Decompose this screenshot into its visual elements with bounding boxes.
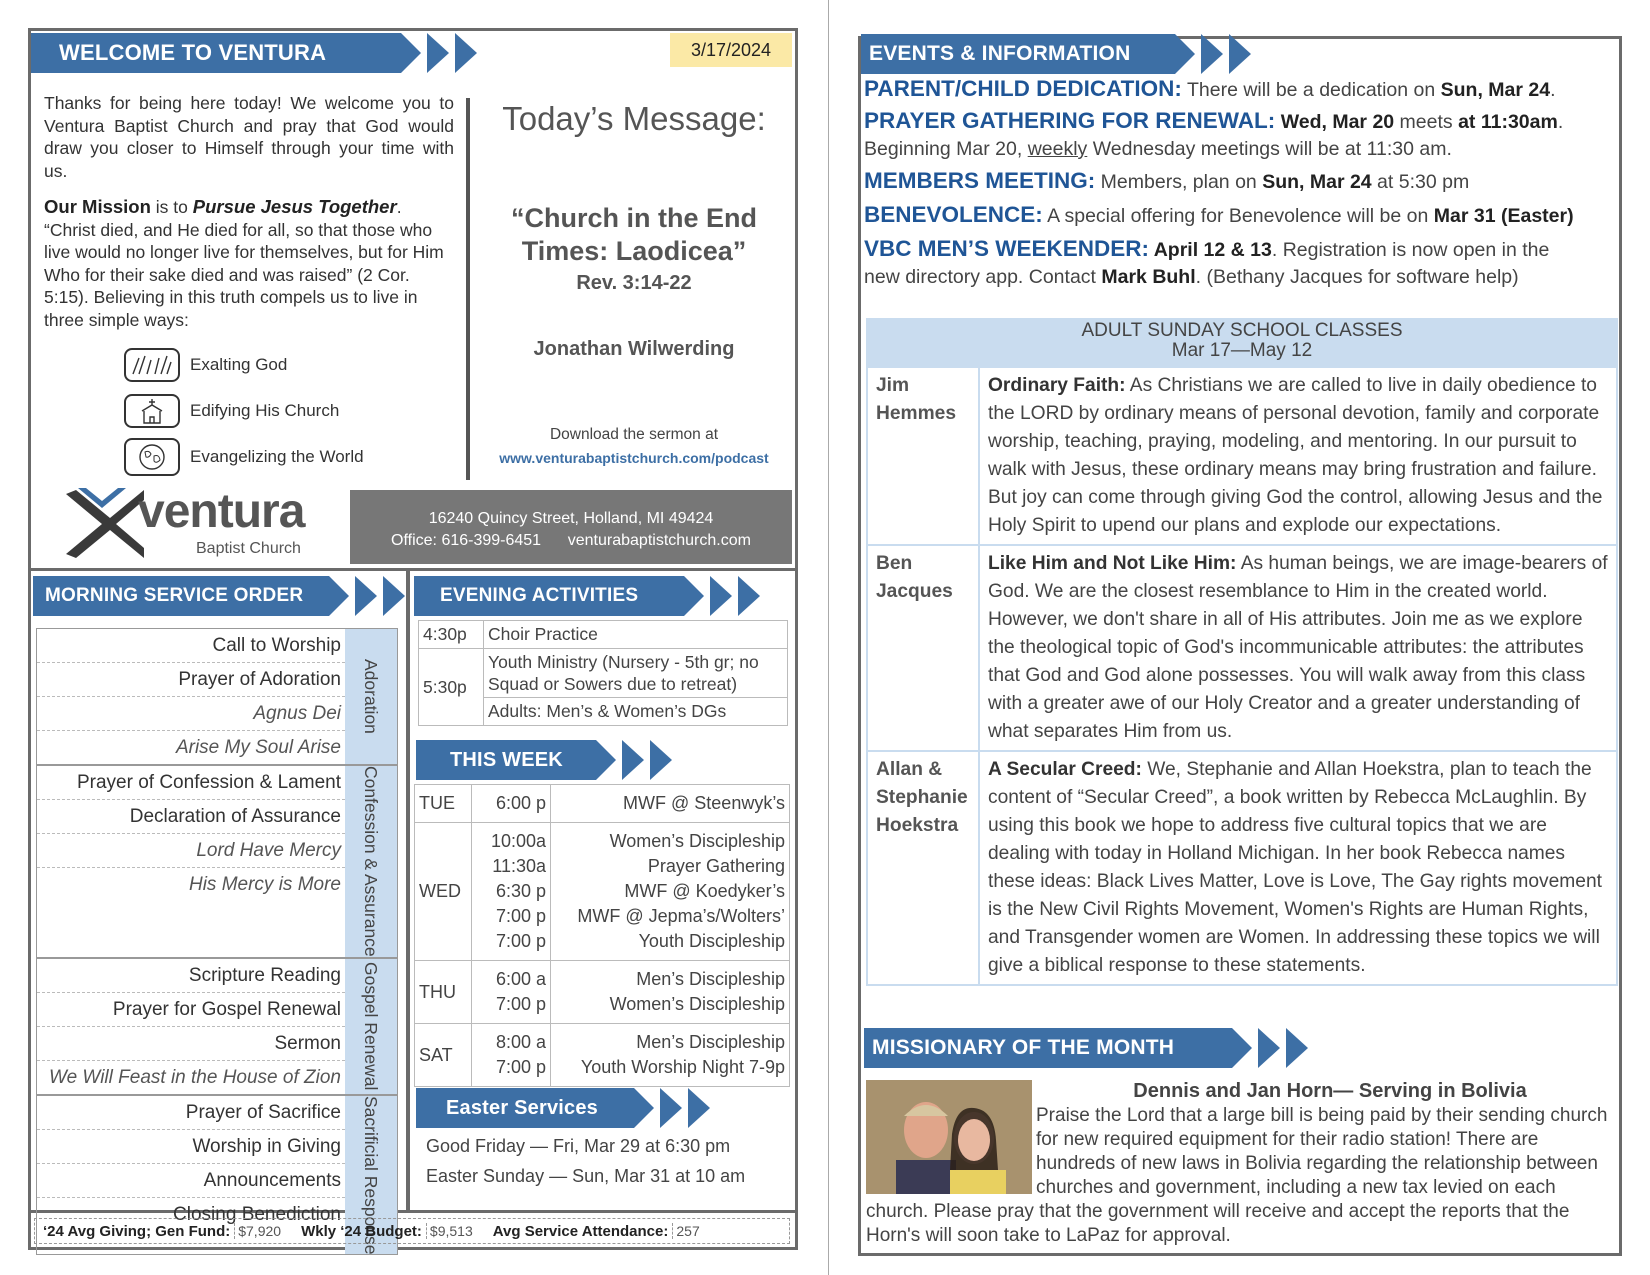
class-row (867, 751, 1617, 985)
events-banner (861, 34, 1251, 74)
service-item: Closing Benediction (173, 1203, 341, 1225)
missionary-title-banner: MISSIONARY OF THE MONTH (864, 1028, 1232, 1068)
event-text: Wednesday meetings will be at 11:30 am. (1087, 138, 1452, 160)
week-time: 6:00 p (495, 793, 546, 813)
event-text: weekly (1027, 138, 1088, 160)
message-title: “Church in the End Times: Laodicea” (511, 203, 757, 266)
service-item: Prayer of Adoration (37, 663, 345, 697)
event-line (864, 108, 1563, 134)
service-item: His Mercy is More (188, 874, 341, 895)
left-bottom-vertical-divider (406, 571, 410, 1211)
this-week-title: THIS WEEK (416, 740, 596, 780)
class-title: Like Him and Not Like Him: (988, 553, 1237, 574)
event-text: Wed, Mar 20 (1275, 111, 1395, 133)
mission-text: “Christ died, and He died for all, so that those who live would no longer live for themselves, but for Him Who for their sake died and was raised” (2 Cor. 5:15). Believing in this truth compels us to live in three simple ways: (44, 219, 444, 330)
event-text: . (1550, 79, 1556, 101)
evening-time: 4:30p (419, 621, 484, 649)
service-group (37, 959, 397, 1096)
classes-dates: Mar 17—May 12 (1171, 340, 1313, 361)
class-description: We, Stephanie and Allan Hoekstra, plan to teach the content of “Secular Creed”, a book written by Rebecca McLaughlin. By using this book we hope to address five cultural topics that we are dealing with today in Holland Michigan. In her book Rebecca names these ideas: Black Lives Matter, Love is Love, The Gay rights movement is the New Civil Rights Movement, Women's Rights are Human Rights, and Transgender women are Women. In addressing these topics we will give a biblical response to these statements. (988, 759, 1602, 976)
stat-value: $7,920 (234, 1223, 281, 1239)
globe-icon (124, 438, 180, 476)
week-event: Men’s Discipleship (636, 1032, 785, 1052)
service-group-label: Gospel Renewal (345, 959, 397, 1094)
event-text: Mark Buhl (1101, 266, 1196, 288)
week-time: 7:00 p (495, 931, 546, 951)
mission-is: is to (155, 197, 188, 217)
missionary-text (866, 1104, 1618, 1248)
week-event: MWF @ Steenwyk’s (623, 793, 785, 813)
stat-value: 257 (672, 1223, 699, 1239)
class-row (867, 545, 1617, 751)
mission-phrase: Pursue Jesus Together (192, 196, 397, 217)
date-badge: 3/17/2024 (670, 33, 792, 67)
class-row (867, 367, 1617, 545)
event-heading: BENEVOLENCE: (864, 202, 1043, 227)
address-box (350, 490, 792, 564)
event-heading: MEMBERS MEETING: (864, 168, 1096, 193)
service-order-table (36, 628, 398, 1255)
evening-item: Adults: Men’s & Women’s DGs (488, 701, 727, 721)
evening-row (419, 621, 788, 649)
event-line (864, 76, 1556, 102)
mission-statement: Our Mission is to Pursue Jesus Together. “Christ died, and He died for all, so that those who live would no longer live for themselves, but for Him Who for their sake died and was raised” (2 Cor. 5:15). Believing in this truth compels us to live in three simple ways: (44, 196, 444, 330)
service-item: Prayer of Sacrifice (37, 1096, 345, 1130)
evening-item: Youth Ministry (Nursery - 5th gr; no Squad or Sowers due to retreat) (484, 649, 788, 698)
event-text: . Registration is now open in the (1271, 239, 1550, 261)
week-day-row (415, 823, 790, 961)
class-title: Ordinary Faith: (988, 375, 1126, 396)
left-section-divider (28, 568, 798, 571)
week-day-row (415, 1024, 790, 1087)
address-web[interactable]: venturabaptistchurch.com (567, 532, 751, 549)
class-teacher: Jim Hemmes (867, 367, 979, 545)
ventura-logo (62, 485, 312, 560)
week-time: 8:00 a (495, 1032, 546, 1052)
week-time: 6:30 p (495, 881, 546, 901)
week-event: Youth Discipleship (638, 931, 785, 951)
class-teacher: Allan & Stephanie Hoekstra (867, 751, 979, 985)
easter-banner (416, 1088, 710, 1128)
message-reference: Rev. 3:14-22 (576, 272, 692, 294)
service-order-banner (33, 576, 405, 616)
easter-title: Easter Services (416, 1088, 634, 1128)
message-heading: Today’s Message: (502, 100, 766, 137)
message-divider (466, 98, 470, 480)
classes-header (866, 318, 1618, 366)
service-order-title: MORNING SERVICE ORDER (33, 576, 329, 616)
week-day: WED (415, 823, 472, 961)
event-line (864, 138, 1452, 161)
week-time: 7:00 p (495, 906, 546, 926)
week-time: 6:00 a (495, 969, 546, 989)
service-group-label: Confession & Assurance (345, 766, 397, 957)
event-text: April 12 & 13 (1149, 239, 1272, 261)
service-group-label: Sacrificial Response (345, 1096, 397, 1255)
events-title: EVENTS & INFORMATION (861, 34, 1175, 74)
event-text: meets (1394, 111, 1459, 133)
class-description: As human beings, we are image-bearers of God. We are the closest resemblance to Him in the created world. However, we don't share in all of His attributes. Join me as we explore the theological topic of God's incommunicable attributes: the attributes that God and God alone possesses. You will walk away from this class with a greater awe of our Holy Creator and a greater understanding of what separates Him from us. (988, 553, 1608, 742)
ventura-logo-mark-icon (62, 488, 146, 560)
service-item: Agnus Dei (37, 697, 345, 731)
week-day: THU (415, 961, 472, 1024)
stats-bar (34, 1218, 790, 1244)
easter-line: Easter Sunday — Sun, Mar 31 at 10 am (426, 1166, 746, 1186)
this-week-table (414, 784, 790, 1087)
event-heading: PRAYER GATHERING FOR RENEWAL: (864, 108, 1276, 133)
download-text: Download the sermon at (549, 426, 718, 443)
event-text: . (Bethany Jacques for software help) (1195, 266, 1519, 288)
week-time: 11:30a (492, 856, 546, 876)
week-event: Prayer Gathering (647, 856, 785, 876)
church-icon (124, 394, 180, 428)
event-text: Mar 31 (Easter) (1433, 205, 1574, 227)
missionary-name: Dennis and Jan Horn— Serving in Bolivia (1133, 1080, 1527, 1102)
podcast-link[interactable]: www.venturabaptistchurch.com/podcast (499, 450, 769, 466)
classes-title: ADULT SUNDAY SCHOOL CLASSES (1081, 320, 1403, 341)
week-event: MWF @ Koedyker’s (624, 881, 785, 901)
way-item (124, 388, 364, 434)
this-week-banner (416, 740, 672, 780)
week-day: SAT (415, 1024, 472, 1087)
event-text: There will be a dedication on (1181, 79, 1441, 101)
event-text: Sun, Mar 24 (1262, 171, 1372, 193)
event-text: Sun, Mar 24 (1440, 79, 1551, 101)
event-text: at 5:30 pm (1371, 171, 1470, 193)
way-label: Edifying His Church (190, 401, 340, 420)
week-event: MWF @ Jepma’s/Wolters’ (577, 906, 785, 926)
service-item: Announcements (37, 1164, 345, 1198)
event-line (864, 266, 1519, 289)
class-teacher: Ben Jacques (867, 545, 979, 751)
fold-line (828, 0, 829, 1275)
evening-item: Choir Practice (488, 624, 598, 644)
logo-sub: Baptist Church (196, 540, 301, 557)
stat-value: $9,513 (426, 1223, 473, 1239)
service-group (37, 766, 397, 959)
evening-time: 5:30p (419, 649, 484, 726)
missionary-body: Praise the Lord that a large bill is being paid by their sending church for new required equipment for their radio station! There are hundreds of new laws in Bolivia regarding the relationship between churches and government, including a new tax levied on each church. Please pray that the government will receive and accept the reports that the Horn's will soon take to LaPaz for approval. (866, 1105, 1608, 1246)
event-line (864, 168, 1469, 194)
class-title: A Secular Creed: (988, 759, 1142, 780)
service-item: Call to Worship (37, 629, 345, 663)
way-item (124, 434, 364, 480)
welcome-banner (31, 33, 477, 73)
week-event: Women’s Discipleship (609, 994, 785, 1014)
way-item (124, 342, 364, 388)
week-time: 7:00 p (495, 1057, 546, 1077)
service-item: Lord Have Mercy (37, 834, 345, 868)
week-time: 10:00a (490, 831, 546, 851)
week-day-row (415, 785, 790, 823)
service-item: Prayer for Gospel Renewal (37, 993, 345, 1027)
evening-title: EVENING ACTIVITIES (414, 576, 684, 616)
event-text: A special offering for Benevolence will be on (1042, 205, 1434, 227)
service-group (37, 629, 397, 766)
service-item: Declaration of Assurance (37, 800, 345, 834)
event-heading: PARENT/CHILD DEDICATION: (864, 76, 1182, 101)
logo-name: ventura (138, 485, 305, 538)
service-item: We Will Feast in the House of Zion (49, 1066, 341, 1088)
way-label: Exalting God (190, 355, 288, 374)
evening-table (418, 620, 788, 726)
missionary-banner (864, 1028, 1308, 1068)
welcome-intro: Thanks for being here today! We welcome you to Ventura Baptist Church and pray that God would draw you closer to Himself through your time with us. (44, 93, 454, 181)
event-line (864, 236, 1549, 262)
ways-list (124, 342, 364, 480)
service-item: Sermon (37, 1027, 345, 1061)
event-heading: VBC MEN’S WEEKENDER: (864, 236, 1150, 261)
address-street: 16240 Quincy Street, Holland, MI 49424 (428, 510, 714, 527)
stat-label: Wkly ‘24 Budget: (301, 1222, 422, 1240)
week-day-row (415, 961, 790, 1024)
event-text: Beginning Mar 20, (864, 138, 1028, 160)
hands-icon (124, 348, 180, 382)
week-event: Youth Worship Night 7-9p (580, 1057, 785, 1077)
service-group-label: Adoration (345, 629, 397, 764)
event-text: at 11:30am (1458, 111, 1558, 133)
service-item: Arise My Soul Arise (175, 737, 341, 758)
service-item: Scripture Reading (37, 959, 345, 993)
mission-label: Our Mission (44, 196, 151, 217)
way-label: Evangelizing the World (190, 447, 364, 466)
easter-line: Good Friday — Fri, Mar 29 at 6:30 pm (426, 1136, 731, 1156)
event-line (864, 202, 1574, 228)
service-item: Worship in Giving (37, 1130, 345, 1164)
week-event: Men’s Discipleship (636, 969, 785, 989)
evening-banner (414, 576, 760, 616)
stat-label: Avg Service Attendance: (492, 1222, 669, 1240)
event-text: Members, plan on (1095, 171, 1263, 193)
message-speaker: Jonathan Wilwerding (533, 338, 735, 360)
class-description: As Christians we are called to live in daily obedience to the LORD by ordinary means of personal devotion, family and corporate worship, teaching, praying, modeling, and mentoring. In our pursuit to walk with Jesus, these ordinary means may bring frustration and failure. But joy can come through giving God the control, allowing Jesus and the Holy Spirit to upend our plans and explode our expectations. (988, 375, 1603, 536)
week-time: 7:00 p (495, 994, 546, 1014)
event-text: new directory app. Contact (864, 266, 1102, 288)
event-text: . (1557, 111, 1564, 133)
evening-row (419, 649, 788, 698)
service-item: Prayer of Confession & Lament (37, 766, 345, 800)
address-office: Office: 616-399-6451 (391, 532, 542, 549)
welcome-banner-title: WELCOME TO VENTURA (31, 33, 401, 73)
stat-label: ‘24 Avg Giving; Gen Fund: (43, 1222, 231, 1240)
week-event: Women’s Discipleship (609, 831, 785, 851)
week-day: TUE (415, 785, 472, 823)
classes-table (866, 366, 1618, 986)
